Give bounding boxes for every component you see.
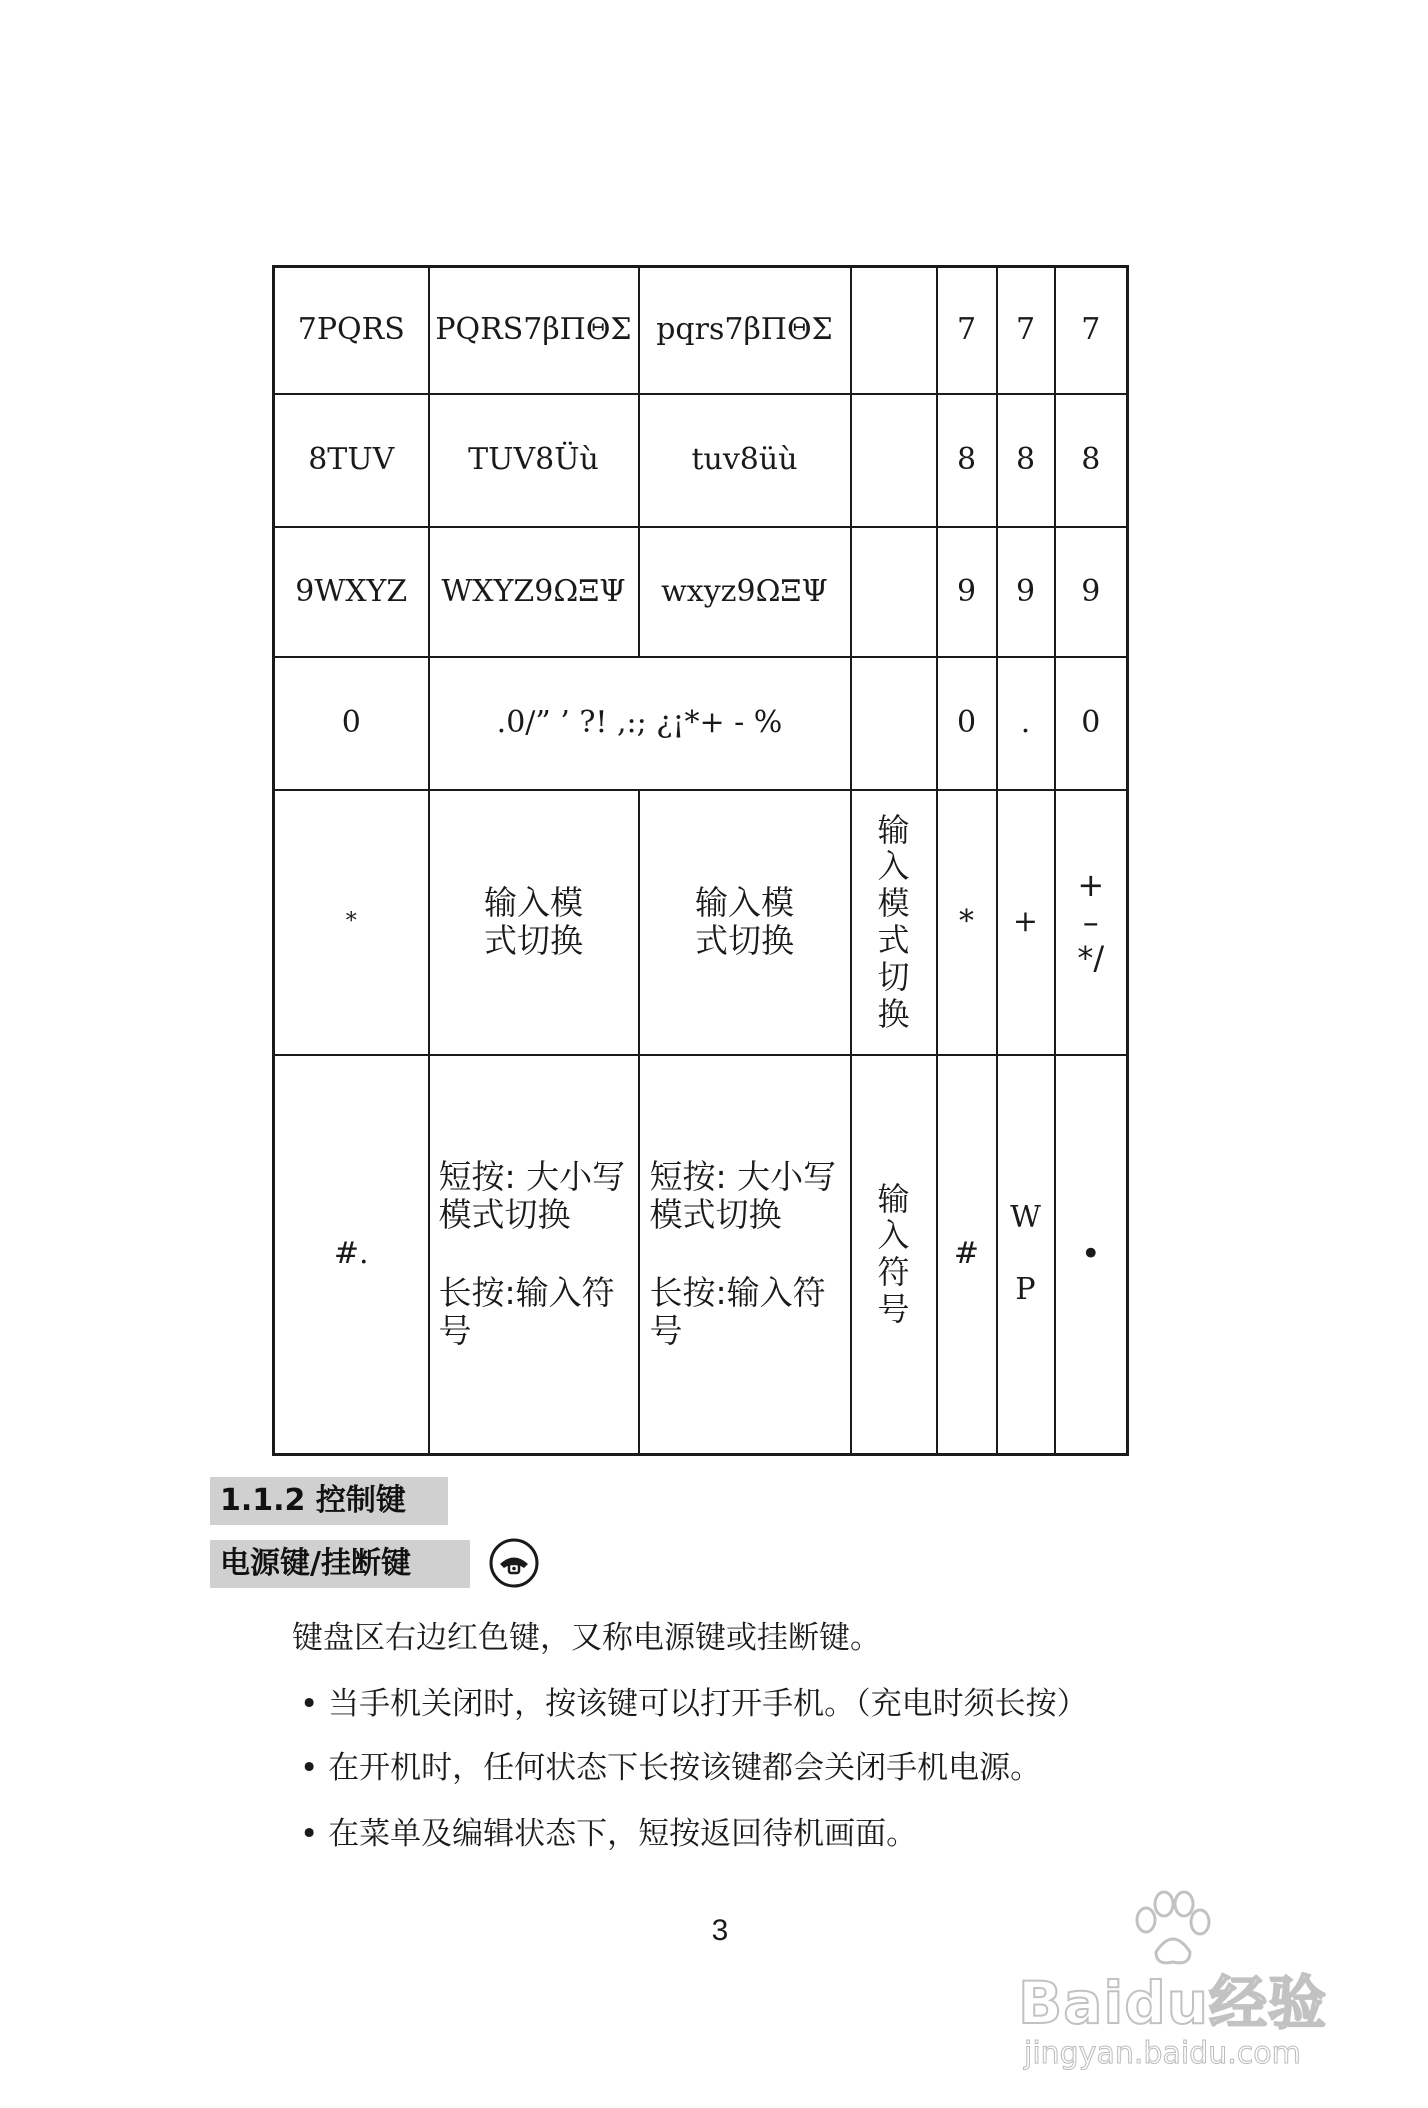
dial-cell: . [997,657,1055,790]
bullet-item: • 当手机关闭时，按该键可以打开手机。（充电时须长按） [300,1686,1088,1722]
numeric-cell: 8 [937,394,997,527]
key-cell: 0 [274,657,429,790]
symbol-input-vertical-text: 输入符号 [877,1179,910,1329]
table-row [274,790,1128,1055]
mode-cell [851,1055,937,1455]
numeric-cell: 9 [937,527,997,657]
table-row [274,527,1128,657]
key-cell: 8TUV [274,394,429,527]
numeric-cell: 7 [937,267,997,394]
baidu-watermark [1018,1890,1358,2090]
sub-heading: 电源键/挂断键 [210,1540,470,1588]
mode-cell [851,267,937,394]
mode-switch-vertical-text: 输入模式切换 [877,810,910,1033]
operators-vertical-text: +–*/ [1077,865,1105,978]
key-cell: * [274,790,429,1055]
uppercase-cell [429,790,639,1055]
long-press-text: 长按:输入符号 [438,1273,615,1351]
dial-cell: 8 [997,394,1055,527]
uppercase-cell: WXYZ9ΩΞΨ [429,527,639,657]
numeric-cell: * [937,790,997,1055]
uppercase-cell [429,1055,639,1455]
wait-char: W [1010,1200,1041,1236]
key-cell: #. [274,1055,429,1455]
short-press-text: 短按: 大小写模式切换 [649,1157,837,1235]
pause-char: P [1015,1272,1036,1308]
section-heading: 1.1.2 控制键 [210,1477,448,1525]
key-cell: 7PQRS [274,267,429,394]
lowercase-cell [639,1055,851,1455]
press-instructions [650,1158,840,1350]
mode-cell [851,394,937,527]
press-instructions [439,1158,629,1350]
lowercase-cell: pqrs7βΠΘΣ [639,267,851,394]
calc-cell: 0 [1055,657,1128,790]
calc-cell [1055,790,1128,1055]
numeric-cell: # [937,1055,997,1455]
dial-cell: 7 [997,267,1055,394]
calc-cell: • [1055,1055,1128,1455]
symbols-cell: .0/” ’ ?! ,:; ¿¡*+ - % [429,657,851,790]
bullet-item: • 在菜单及编辑状态下，短按返回待机画面。 [300,1816,918,1852]
calc-cell: 9 [1055,527,1128,657]
mode-cell [851,527,937,657]
short-press-text: 短按: 大小写模式切换 [438,1157,626,1235]
mode-cell [851,657,937,790]
lowercase-cell: tuv8üù [639,394,851,527]
page-number: 3 [711,1914,729,1947]
watermark-url: jingyan.baidu.com [1024,2036,1301,2071]
table-row [274,267,1128,394]
mode-cell [851,790,937,1055]
bullet-item: • 在开机时，任何状态下长按该键都会关闭手机电源。 [300,1750,1042,1786]
calc-cell: 7 [1055,267,1128,394]
watermark-logo: Baidu经验 [1018,1969,1328,2037]
table-row [274,657,1128,790]
long-press-text: 长按:输入符号 [649,1273,826,1351]
uppercase-cell: TUV8Üù [429,394,639,527]
lowercase-cell [639,790,851,1055]
mode-switch-text: 输入模式切换 [695,883,794,960]
calc-cell: 8 [1055,394,1128,527]
dial-cell: 9 [997,527,1055,657]
key-mapping-table [272,265,1129,1456]
key-cell: 9WXYZ [274,527,429,657]
table-row [274,394,1128,527]
intro-paragraph: 键盘区右边红色键，又称电源键或挂断键。 [292,1620,881,1656]
lowercase-cell: wxyz9ΩΞΨ [639,527,851,657]
table-row [274,1055,1128,1455]
mode-switch-text: 输入模式切换 [484,883,583,960]
dial-cell: + [997,790,1055,1055]
numeric-cell: 0 [937,657,997,790]
dial-cell [997,1055,1055,1455]
uppercase-cell: PQRS7βΠΘΣ [429,267,639,394]
end-call-icon [488,1537,540,1589]
